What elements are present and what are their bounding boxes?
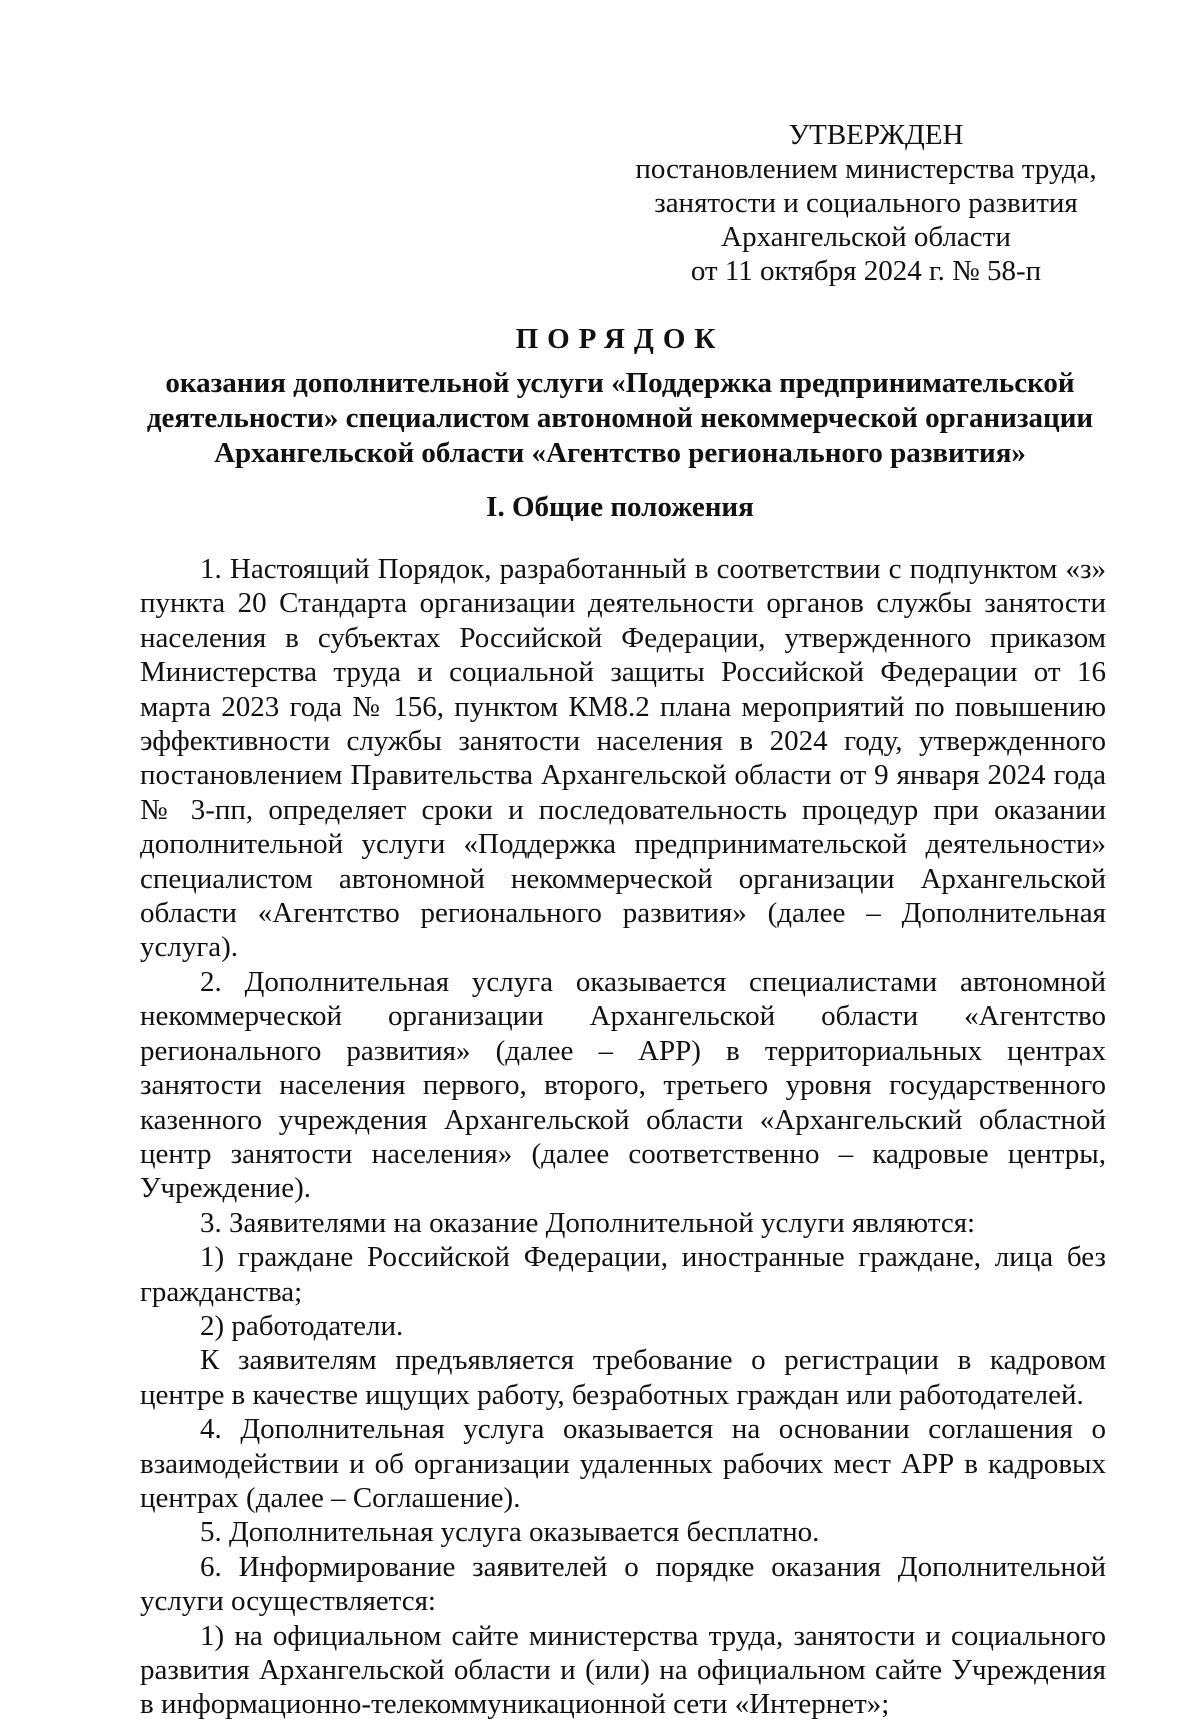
paragraph: 1) граждане Российской Федерации, иностранные граждане, лица без гражданства; [140, 1241, 1106, 1308]
section-heading: I. Общие положения [486, 491, 754, 523]
paragraph: 4. Дополнительная услуга оказывается на основании соглашения о взаимодействии и об организации удаленных рабочих мест АРР в кадровых центрах (далее – Соглашение). [140, 1413, 1106, 1514]
paragraph: 2. Дополнительная услуга оказывается специалистами автономной некоммерческой организации Архангельской области «Агентство регионального развития» (далее – АРР) в территориальных центрах занятости населения первого, второго, третьего уровня государственного казенного учреждения Архангельской области «Архангельский областной центр занятости населения» (далее соответственно – кадровые центры, Учреждение). [140, 965, 1106, 1205]
approval-line: занятости и социального развития [654, 187, 1078, 219]
document-body [140, 552, 1106, 1722]
paragraph: 3. Заявителями на оказание Дополнительной услуги являются: [200, 1206, 976, 1239]
document-title: ПОРЯДОК [515, 323, 725, 355]
document-subtitle: оказания дополнительной услуги «Поддержка предпринимательской деятельности» специалистом автономной некоммерческой организации Архангельской области «Агентство регионального развития» [146, 367, 1094, 469]
approval-stamp-title: УТВЕРЖДЕН [788, 119, 964, 151]
approval-line: Архангельской области [721, 221, 1011, 253]
approval-line: постановлением министерства труда, [635, 153, 1097, 185]
paragraph: 2) работодатели. [200, 1309, 404, 1342]
paragraph: 1) на официальном сайте министерства труда, занятости и социального развития Архангельской области и (или) на официальном сайте Учреждения в информационно-телекоммуникационной сети «Интернет»; [140, 1619, 1106, 1721]
approval-date-line: от 11 октября 2024 г. № 58-п [690, 255, 1042, 287]
paragraph: К заявителям предъявляется требование о регистрации в кадровом центре в качестве ищущих работу, безработных граждан или работодателей. [140, 1344, 1106, 1411]
paragraph: 6. Информирование заявителей о порядке оказания Дополнительной услуги осуществляется: [140, 1550, 1106, 1618]
paragraph: 1. Настоящий Порядок, разработанный в соответствии с подпунктом «з» пункта 20 Стандарта организации деятельности органов службы занятости населения в субъектах Российской Федерации, утвержденного приказом Министерства труда и социальной защиты Российской Федерации от 16 марта 2023 года № 156, пунктом КМ8.2 плана мероприятий по повышению эффективности службы занятости населения в 2024 году, утвержденного постановлением Правительства Архангельской области от 9 января 2024 года № 3-пп, определяет сроки и последовательность процедур при оказании дополнительной услуги «Поддержка предпринимательской деятельности» специалистом автономной некоммерческой организации Архангельской области «Агентство регионального развития» (далее – Дополнительная услуга). [140, 553, 1106, 964]
approval-block [630, 118, 1102, 288]
paragraph: 5. Дополнительная услуга оказывается бесплатно. [200, 1516, 820, 1549]
title-block [140, 322, 1100, 471]
